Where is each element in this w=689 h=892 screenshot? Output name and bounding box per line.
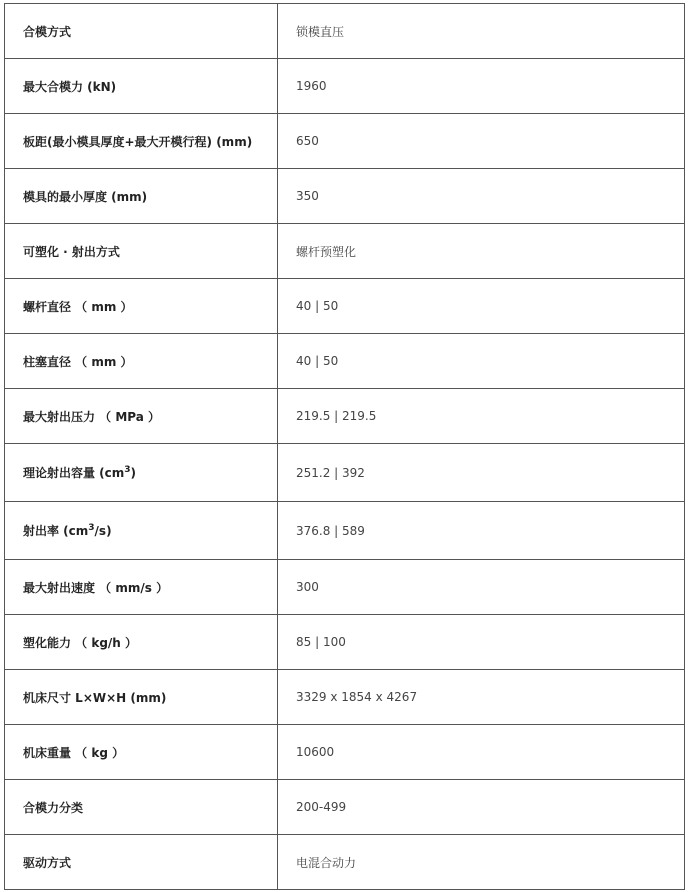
- param-value: 350: [278, 169, 685, 224]
- param-label: 机床重量 （ kg ）: [5, 725, 278, 780]
- table-row: [5, 670, 685, 725]
- param-label: 合模力分类: [5, 780, 278, 835]
- param-value: 锁模直压: [278, 4, 685, 59]
- param-value: 300: [278, 560, 685, 615]
- param-label: 最大合模力 (kN): [5, 59, 278, 114]
- param-value: 电混合动力: [278, 835, 685, 890]
- param-value: 10600: [278, 725, 685, 780]
- param-label: 机床尺寸 L×W×H (mm): [5, 670, 278, 725]
- table-row: [5, 224, 685, 279]
- param-value: 40 | 50: [278, 279, 685, 334]
- param-label-suffix: /s): [94, 524, 112, 538]
- table-row: [5, 334, 685, 389]
- table-row: [5, 59, 685, 114]
- param-label: 板距(最小模具厚度+最大开模行程) (mm): [5, 114, 278, 169]
- table-row: [5, 725, 685, 780]
- table-row: [5, 502, 685, 560]
- table-row: [5, 835, 685, 890]
- param-label-text: 理论射出容量 (cm: [23, 466, 125, 480]
- param-label: 最大射出压力 （ MPa ）: [5, 389, 278, 444]
- param-value: 376.8 | 589: [278, 502, 685, 560]
- param-value: 螺杆预塑化: [278, 224, 685, 279]
- param-label-text: 射出率 (cm: [23, 524, 89, 538]
- table-row: [5, 780, 685, 835]
- superscript: 3: [88, 523, 95, 533]
- param-label: 塑化能力 （ kg/h ）: [5, 615, 278, 670]
- param-label: [5, 502, 278, 560]
- param-value: 219.5 | 219.5: [278, 389, 685, 444]
- param-value: 200-499: [278, 780, 685, 835]
- param-value: 650: [278, 114, 685, 169]
- table-row: [5, 615, 685, 670]
- table-row: [5, 4, 685, 59]
- table-row: [5, 114, 685, 169]
- table-row: [5, 389, 685, 444]
- superscript: 3: [124, 465, 131, 475]
- param-label: 合模方式: [5, 4, 278, 59]
- param-value: 40 | 50: [278, 334, 685, 389]
- spec-table: [4, 3, 685, 890]
- param-label: 模具的最小厚度 (mm): [5, 169, 278, 224]
- param-label: 最大射出速度 （ mm/s ）: [5, 560, 278, 615]
- table-row: [5, 169, 685, 224]
- param-value: 1960: [278, 59, 685, 114]
- table-row: [5, 279, 685, 334]
- table-row: [5, 560, 685, 615]
- table-row: [5, 444, 685, 502]
- param-label-suffix: ): [130, 466, 137, 480]
- param-label: 柱塞直径 （ mm ）: [5, 334, 278, 389]
- param-value: 85 | 100: [278, 615, 685, 670]
- param-value: 251.2 | 392: [278, 444, 685, 502]
- param-label: 可塑化 · 射出方式: [5, 224, 278, 279]
- param-label: [5, 444, 278, 502]
- param-label: 驱动方式: [5, 835, 278, 890]
- param-label: 螺杆直径 （ mm ）: [5, 279, 278, 334]
- param-value: 3329 x 1854 x 4267: [278, 670, 685, 725]
